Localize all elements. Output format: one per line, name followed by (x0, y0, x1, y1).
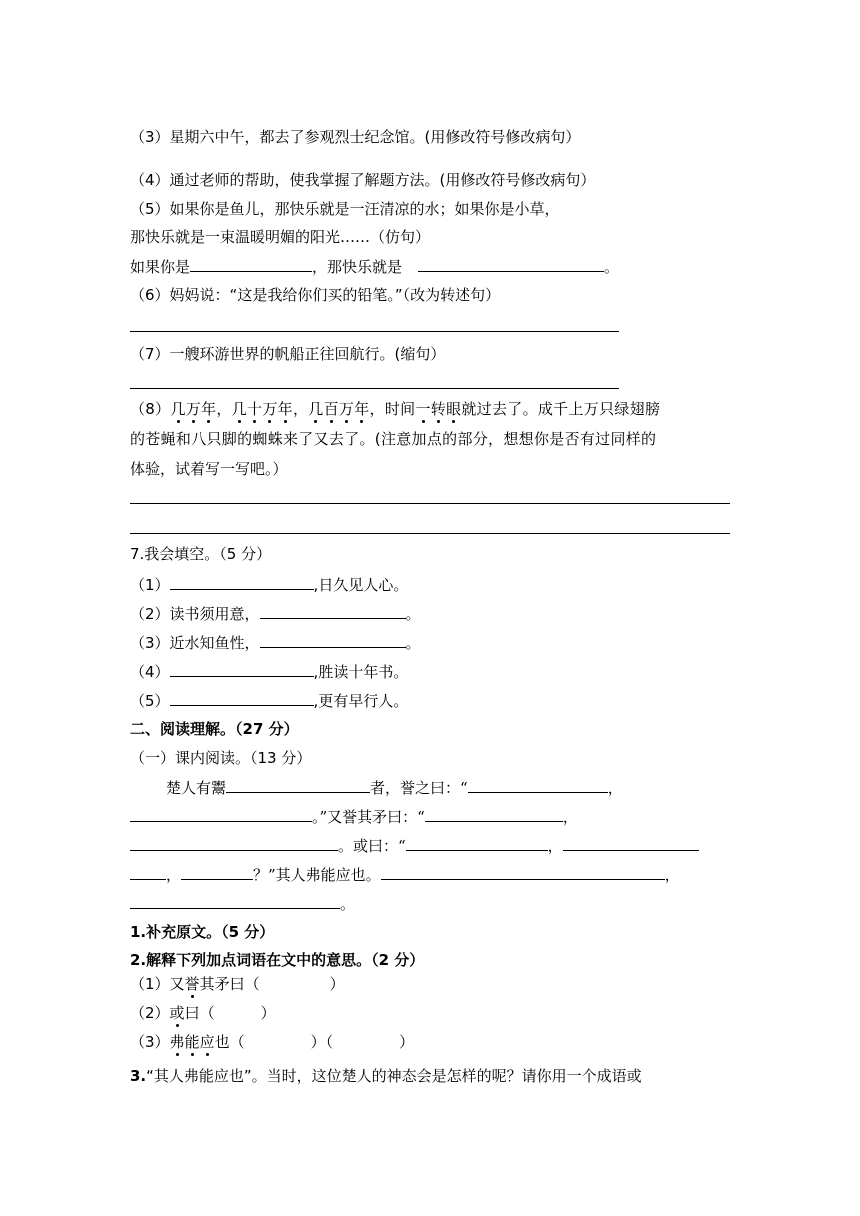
answer-blank[interactable] (170, 573, 314, 590)
dotted-char: 能 (184, 1033, 200, 1051)
dotted-char: ， (292, 400, 309, 418)
q8-dotted-1 (170, 400, 384, 418)
dotted-char: 几 (170, 400, 186, 418)
reading-question-2-3 (130, 1031, 414, 1053)
reading-question-1: 1.补充原文。（5 分） (130, 923, 275, 941)
item-num: （3） (130, 1033, 170, 1051)
dotted-char: 眼 (446, 400, 462, 418)
dotted-char: 百 (323, 400, 339, 418)
dotted-char: 十 (247, 400, 263, 418)
answer-blank[interactable] (563, 834, 699, 851)
answer-blank[interactable] (260, 631, 406, 648)
question-5-line2: 那快乐就是一束温暖明媚的阳光……（仿句） (130, 228, 431, 246)
question-5-line1: （5）如果你是鱼儿，那快乐就是一汪清凉的水；如果你是小草， (130, 200, 560, 218)
question-7: （7）一艘环游世界的帆船正往回航行。(缩句） (130, 345, 446, 363)
answer-line[interactable] (130, 331, 619, 332)
passage-line-5 (130, 892, 355, 915)
passage-text: ， (562, 808, 578, 826)
question-8-line3: 体验，试着写一写吧。） (130, 460, 288, 478)
answer-blank[interactable] (130, 863, 166, 880)
answer-blank[interactable] (418, 255, 604, 272)
question-8-line1 (130, 398, 660, 420)
reading-question-2-2 (130, 1002, 276, 1024)
item-text: “其人弗能应也”。当时，这位楚人的神态会是怎样的呢？请你用一个成语或 (146, 1067, 642, 1085)
answer-line[interactable] (130, 533, 730, 534)
passage-line-3 (130, 834, 699, 857)
item-text: ,胜读十年书。 (313, 663, 409, 681)
answer-blank[interactable] (170, 660, 314, 677)
item-text: 其矛曰（ (199, 975, 260, 993)
fill-item-1 (130, 573, 408, 596)
section-7-title: 7.我会填空。（5 分） (130, 545, 272, 563)
dotted-char: 几 (308, 400, 324, 418)
passage-text: 者，誉之曰：“ (370, 779, 468, 797)
answer-blank[interactable] (226, 776, 370, 793)
dotted-char: 应 (199, 1033, 215, 1051)
item-text: （3）近水知鱼性， (130, 634, 260, 652)
passage-line-1 (166, 776, 623, 799)
passage-text: 。”又誉其矛曰：“ (312, 808, 425, 826)
answer-blank[interactable] (381, 863, 665, 880)
answer-line[interactable] (130, 388, 619, 389)
q5-prefix: 如果你是 (130, 258, 191, 276)
section-2-heading: 二、阅读理解。（27 分） (130, 720, 299, 738)
passage-text: ， (664, 866, 680, 884)
dotted-char: 转 (430, 400, 447, 418)
question-3: （3）星期六中午，都去了参观烈士纪念馆。(用修改符号修改病句） (130, 128, 581, 146)
item-text: ,更有早行人。 (313, 692, 409, 710)
question-4: （4）通过老师的帮助，使我掌握了解题方法。(用修改符号修改病句） (130, 171, 596, 189)
reading-question-3 (130, 1065, 642, 1087)
subsection-heading: （一）课内阅读。（13 分） (130, 749, 312, 767)
fill-item-3 (130, 631, 421, 654)
item-end: ） (329, 975, 345, 993)
item-text: （1）又 (130, 975, 185, 993)
item-end: 。 (405, 634, 421, 652)
passage-text: 楚人有鬻 (166, 779, 227, 797)
answer-blank[interactable] (406, 834, 548, 851)
dotted-char: 年 (277, 400, 293, 418)
answer-blank[interactable] (181, 863, 253, 880)
dotted-char: 或 (169, 1004, 185, 1022)
passage-line-4 (130, 863, 680, 886)
item-end: 。 (405, 605, 421, 623)
answer-blank[interactable] (260, 602, 406, 619)
item-num: （5） (130, 692, 170, 710)
answer-line[interactable] (130, 503, 730, 504)
answer-blank[interactable] (425, 805, 563, 822)
dotted-char: 年 (354, 400, 370, 418)
dotted-char: 万 (338, 400, 355, 418)
item-end: ） (260, 1004, 276, 1022)
answer-blank[interactable] (130, 834, 338, 851)
item-text: ,日久见人心。 (313, 576, 409, 594)
item-text: 曰（ (184, 1004, 215, 1022)
passage-text: ， (166, 866, 182, 884)
question-6: （6）妈妈说：“这是我给你们买的铅笔。”（改为转述句） (130, 286, 501, 304)
passage-line-2 (130, 805, 578, 828)
item-text: 也（ (214, 1033, 245, 1051)
answer-blank[interactable] (130, 805, 312, 822)
dotted-char: ， (369, 400, 385, 418)
question-5-line3 (130, 255, 619, 278)
item-num: （2） (130, 1004, 170, 1022)
passage-text: ？”其人弗能应也。 (253, 866, 381, 884)
passage-text: ， (547, 837, 563, 855)
reading-question-2-1 (130, 973, 345, 995)
dotted-char: ， (216, 400, 232, 418)
q5-middle: ，那快乐就是 (312, 258, 403, 276)
fill-item-5 (130, 689, 408, 712)
dotted-char: 万 (185, 400, 202, 418)
answer-blank[interactable] (190, 255, 312, 272)
passage-text: ， (607, 779, 623, 797)
reading-question-2: 2.解释下列加点词语在文中的意思。（2 分） (130, 951, 425, 969)
answer-blank[interactable] (468, 776, 608, 793)
passage-text: 。或曰：“ (338, 837, 406, 855)
item-num: （4） (130, 663, 170, 681)
question-8-line2: 的苍蝇和八只脚的蜘蛛来了又去了。(注意加点的部分，想想你是否有过同样的 (130, 430, 657, 448)
q5-end: 。 (604, 258, 620, 276)
dotted-char: 一 (415, 400, 431, 418)
dotted-char: 年 (201, 400, 217, 418)
q8-num: （8） (130, 400, 171, 418)
dotted-char: 誉 (184, 975, 200, 993)
answer-blank[interactable] (170, 689, 314, 706)
q8-text: 时间 (384, 400, 416, 418)
q8-text: 就过去了。成千上万只绿翅膀 (461, 400, 661, 418)
item-num: （1） (130, 576, 170, 594)
fill-item-2 (130, 602, 421, 625)
q8-dotted-2 (415, 400, 461, 418)
answer-blank[interactable] (130, 892, 340, 909)
item-end: ） (399, 1033, 415, 1051)
item-num: 3. (130, 1067, 147, 1085)
dotted-char: 万 (262, 400, 278, 418)
item-text: （2）读书须用意， (130, 605, 260, 623)
dotted-char: 弗 (169, 1033, 185, 1051)
dotted-char: 几 (231, 400, 248, 418)
passage-text: 。 (340, 895, 356, 913)
fill-item-4 (130, 660, 408, 683)
item-text: ）（ (310, 1033, 334, 1051)
